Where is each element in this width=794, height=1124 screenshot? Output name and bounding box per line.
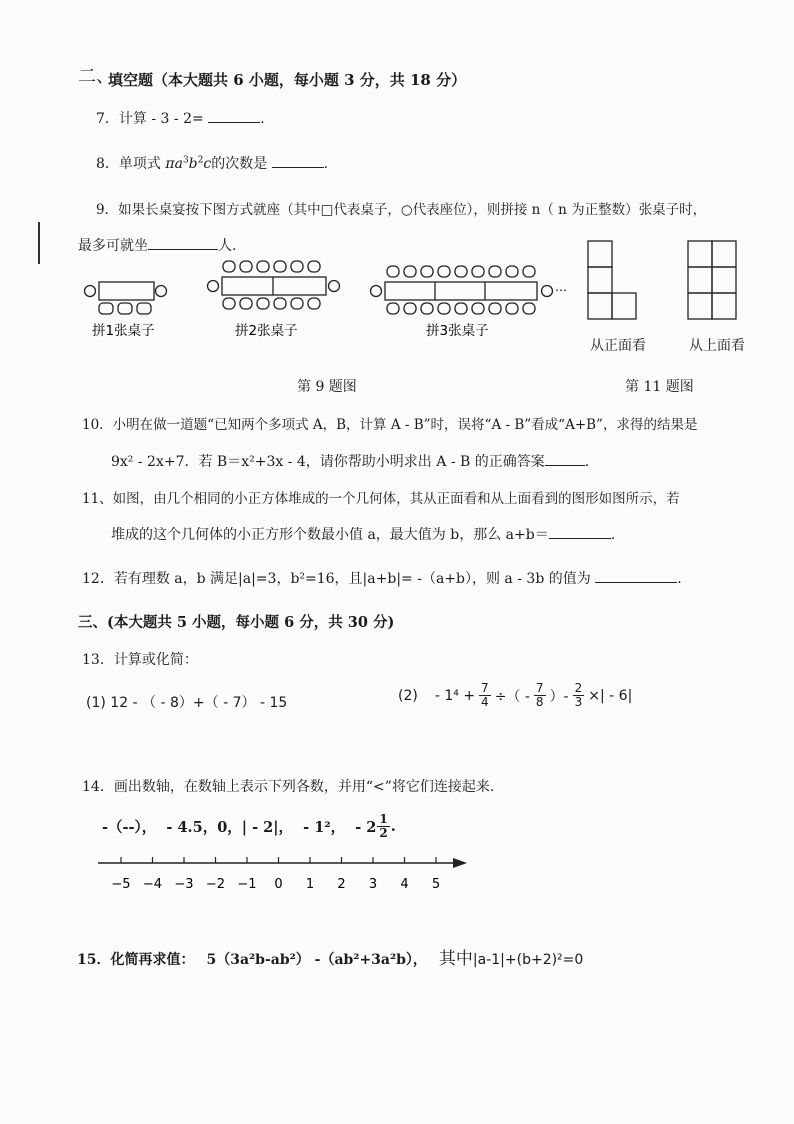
question-7 (96, 108, 265, 128)
question-15 (77, 944, 583, 969)
table-label-3: 拼3张桌子 (426, 323, 489, 339)
exponent: 2 (197, 155, 204, 166)
view-square (688, 267, 712, 293)
tick-label: −3 (174, 877, 194, 892)
var-c: c (203, 156, 212, 172)
answer-blank[interactable] (595, 568, 677, 583)
seat-circle (223, 261, 235, 272)
section-3-title: 三、(本大题共 5 小题，每小题 6 分，共 30 分) (78, 614, 395, 631)
answer-blank[interactable] (148, 235, 218, 250)
period: . (260, 111, 265, 127)
question-10-line2 (111, 451, 589, 471)
table-seating-figure (80, 255, 580, 345)
seat-circle (291, 298, 303, 309)
seat-circle (421, 266, 433, 277)
expr-term: ÷（ - (494, 688, 530, 705)
view-square (588, 267, 612, 293)
seat-circle (387, 303, 399, 314)
tick-label: 5 (431, 877, 441, 892)
tick-label: −2 (205, 877, 226, 892)
period: . (390, 818, 396, 835)
condition-label: 其中 (438, 949, 473, 969)
period: . (610, 527, 616, 543)
answer-blank[interactable] (545, 451, 585, 466)
seat-circle (85, 286, 96, 297)
seat-circle (308, 298, 320, 309)
question-text: 最多可就坐 (78, 238, 148, 254)
section-title: 填空题（本大题共 6 小题，每小题 3 分，共 18 分） (108, 71, 467, 89)
view-square (712, 267, 736, 293)
denominator: 2 (379, 826, 388, 840)
view-square (688, 241, 712, 267)
seat-circle (506, 303, 518, 314)
question-text: 12．若有理数 a，b 满足|a|=3，b²=16，且|a+b|= -（a+b），则 a - 3b 的值为 (82, 571, 591, 587)
table-rect (222, 277, 326, 295)
question-text: 计算 - 3 - 2= (118, 111, 204, 127)
front-view-label: 从正面看 (590, 338, 646, 354)
question-11-line1: 11、如图，由几个相同的小正方体堆成的一个几何体，其从正面看和从上面看到的图形如图所示，若 (82, 491, 680, 507)
denominator: 8 (535, 695, 544, 709)
question-text: 堆成的这个几何体的小正方形个数最小值 a，最大值为 b，那么 a+b＝ (111, 527, 549, 543)
seat-circle (137, 303, 151, 314)
view-square (588, 293, 612, 319)
table-rect (99, 282, 154, 300)
exponent: 3 (182, 155, 189, 166)
seat-circle (274, 261, 286, 272)
figure-9-caption: 第 9 题图 (297, 379, 357, 395)
mixed-fraction (377, 813, 389, 840)
fraction (479, 682, 491, 709)
seat-circle (455, 266, 467, 277)
question-text: 人. (218, 238, 237, 254)
expr-term: - 1⁴ + (434, 687, 476, 704)
question-12 (82, 568, 682, 588)
seat-circle (371, 286, 382, 297)
tick-label: 3 (368, 877, 378, 892)
seat-circle (489, 266, 501, 277)
seat-circle (387, 266, 399, 277)
answer-blank[interactable] (272, 153, 324, 168)
tick-label: 4 (400, 877, 409, 892)
question-9-line1: 9．如果长桌宴按下图方式就座（其中□代表桌子，○代表座位），则拼接 n（ n 为正整数）张桌子时， (96, 202, 707, 218)
tick-label: −1 (237, 877, 257, 892)
view-square (712, 241, 736, 267)
table-label-1: 拼1张桌子 (92, 323, 155, 339)
question-text: 的次数是 (211, 156, 268, 172)
question-11-line2 (111, 524, 615, 544)
question-9-line2 (78, 235, 236, 255)
seat-circle (489, 303, 501, 314)
var-b: b (188, 156, 198, 172)
seat-circle (506, 266, 518, 277)
number-list: -（--）， - 4.5，0，| - 2|， - 1²， - 2 (102, 819, 377, 836)
question-14-title: 14．画出数轴，在数轴上表示下列各数，并用“<”将它们连接起来. (82, 779, 495, 795)
figure-11-caption: 第 11 题图 (625, 379, 694, 395)
answer-blank[interactable] (549, 524, 611, 539)
numerator: 7 (535, 681, 544, 695)
expr-term: ×| - 6| (588, 687, 633, 704)
question-text: 9x² - 2x+7．若 B＝x²+3x - 4，请你帮助小明求出 A - B 的正确答案 (111, 454, 545, 470)
seat-circle (329, 281, 340, 292)
view-square (712, 293, 736, 319)
fraction (573, 682, 585, 709)
tick-label: −5 (111, 877, 131, 892)
seat-circle (455, 303, 467, 314)
question-8 (96, 153, 328, 173)
numerator: 2 (574, 681, 583, 695)
seat-circle (156, 286, 167, 297)
seat-circle (421, 303, 433, 314)
numerator: 1 (379, 812, 388, 826)
expr-term: ）- (549, 688, 569, 705)
tick-label: 1 (305, 877, 315, 892)
seat-circle (257, 298, 269, 309)
numerator: 7 (481, 681, 489, 695)
denominator: 3 (574, 695, 583, 709)
top-view-label: 从上面看 (689, 338, 745, 354)
seat-circle (257, 261, 269, 272)
tick-label: 0 (274, 877, 283, 892)
seat-circle (308, 261, 320, 272)
seat-circle (523, 303, 535, 314)
period: . (677, 571, 682, 587)
question-14-numbers (102, 813, 396, 840)
margin-mark (38, 222, 40, 264)
seat-circle (472, 303, 484, 314)
seat-circle (99, 303, 113, 314)
question-label: 15．化简再求值： (77, 952, 195, 968)
seat-circle (291, 261, 303, 272)
math-pi: π (165, 156, 175, 172)
seat-circle (223, 298, 235, 309)
view-square (688, 293, 712, 319)
table-label-2: 拼2张桌子 (235, 323, 298, 339)
view-square (588, 241, 612, 267)
seat-circle (240, 261, 252, 272)
question-10-line1: 10．小明在做一道题“已知两个多项式 A，B，计算 A - B”时，误将“A - B”看成“A+B”，求得的结果是 (82, 417, 698, 433)
question-number: 8． (96, 156, 119, 172)
seat-circle (472, 266, 484, 277)
question-text: 单项式 (118, 156, 161, 172)
number-line (95, 850, 475, 895)
seat-circle (404, 303, 416, 314)
seat-circle (404, 266, 416, 277)
arrow-icon (453, 858, 467, 868)
question-13-part1: (1) 12 - （ - 8）+（ - 7） - 15 (86, 695, 288, 711)
table-rect (385, 282, 537, 300)
cube-views-figure (585, 238, 745, 323)
seat-circle (274, 298, 286, 309)
expression: 5（3a²b-ab²） -（ab²+3a²b）， (206, 952, 427, 968)
fraction (534, 682, 546, 709)
seat-circle (240, 298, 252, 309)
denominator: 4 (481, 695, 489, 709)
question-13-part2 (398, 682, 632, 709)
question-number: 7． (96, 111, 119, 127)
var-a: a (174, 156, 183, 172)
seat-circle (118, 303, 132, 314)
period: . (584, 454, 590, 470)
seat-circle (208, 281, 219, 292)
seat-circle (523, 266, 535, 277)
view-square (612, 293, 636, 319)
part-label: (2) (398, 687, 418, 704)
seat-circle (542, 286, 553, 297)
ellipsis: … (555, 280, 567, 294)
tick-label: −4 (142, 877, 163, 892)
seat-circle (438, 303, 450, 314)
condition-expr: |a-1|+(b+2)²=0 (472, 952, 584, 968)
tick-label: 2 (337, 877, 346, 892)
section-mark: 二、 (78, 66, 114, 87)
seat-circle (438, 266, 450, 277)
period: . (323, 156, 329, 172)
answer-blank[interactable] (208, 108, 260, 123)
question-13-title: 13．计算或化简： (82, 652, 198, 668)
